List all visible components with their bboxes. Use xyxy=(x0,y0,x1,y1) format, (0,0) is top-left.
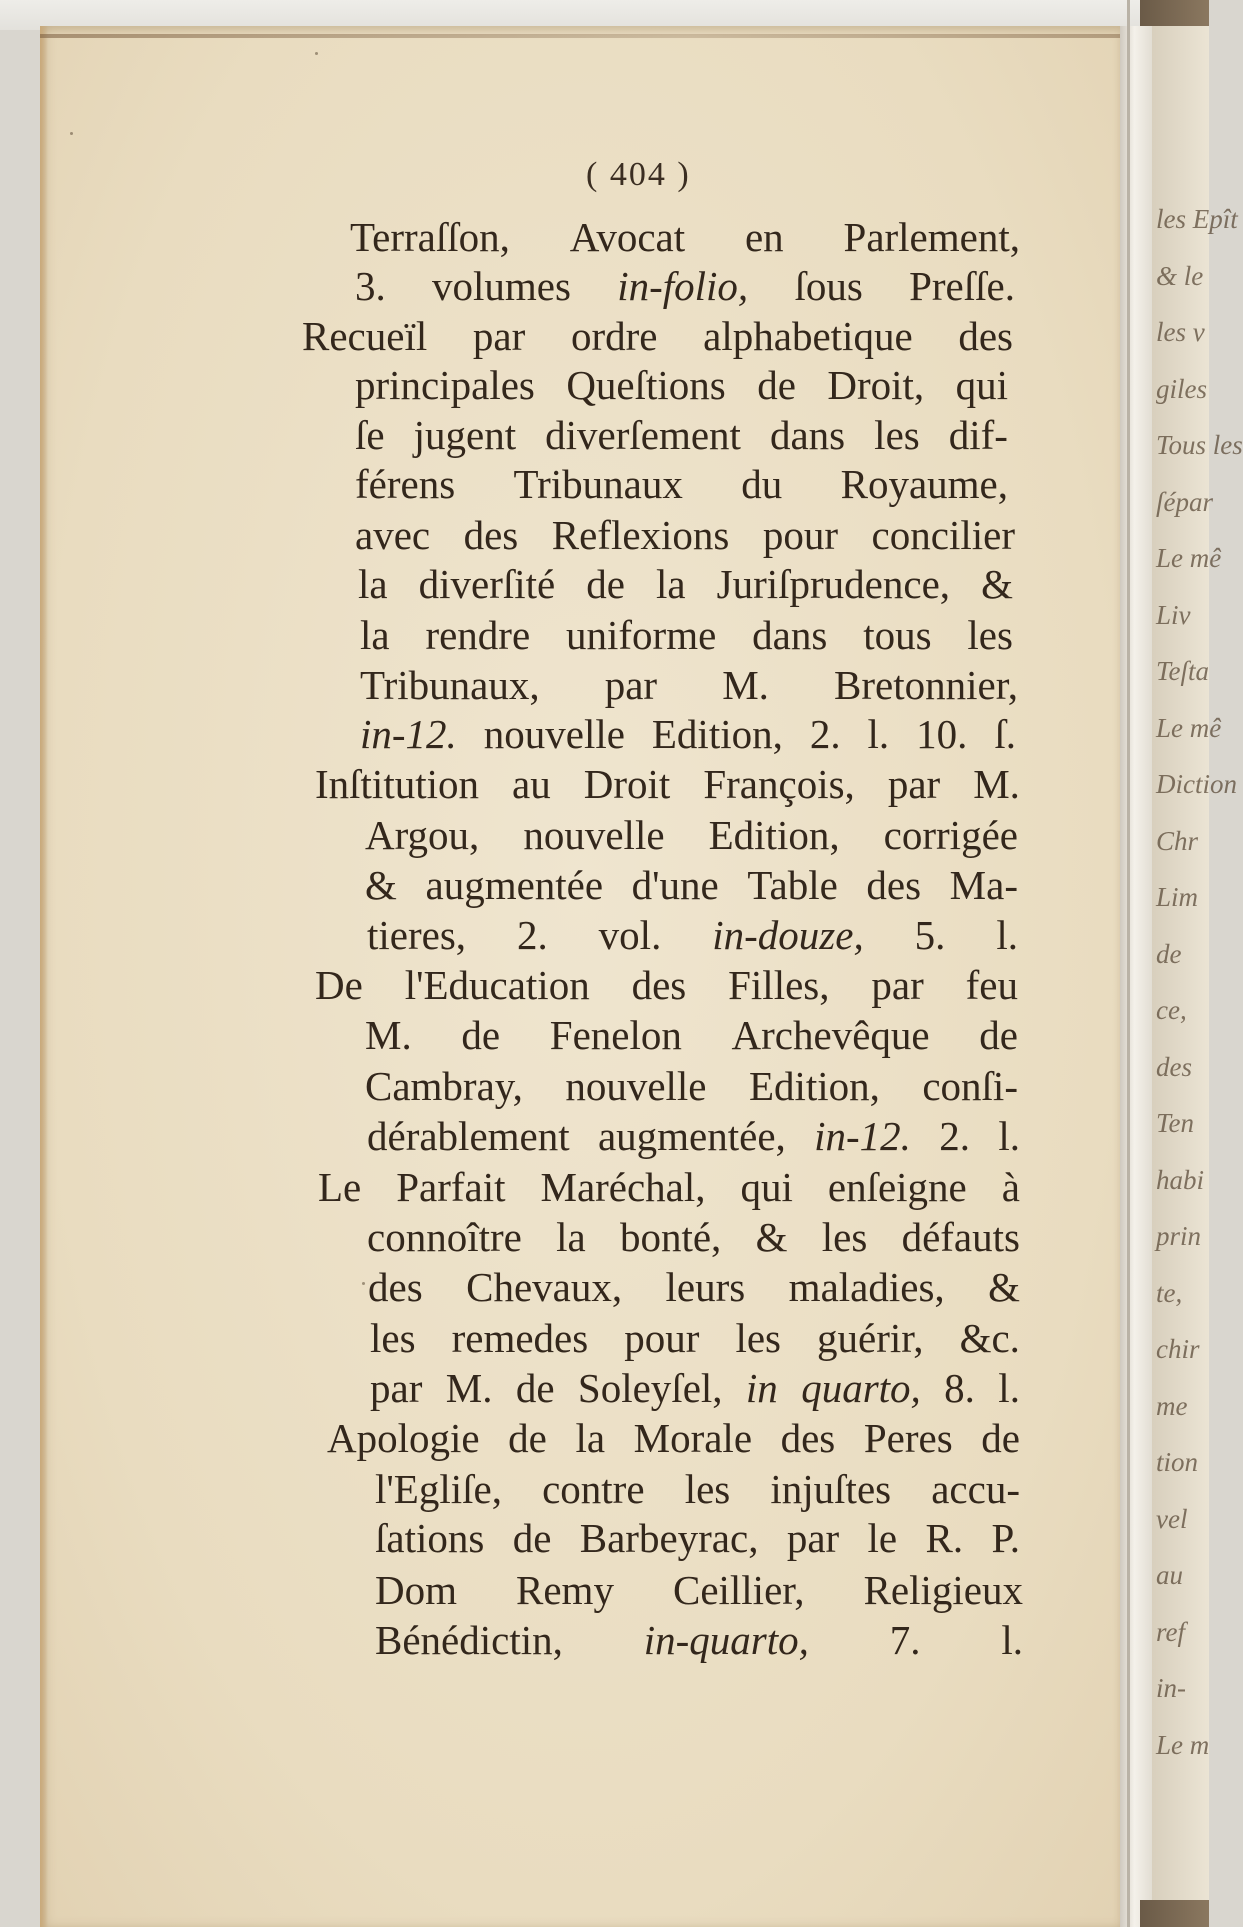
text-word: les xyxy=(874,412,920,458)
facing-page-line: au xyxy=(1156,1560,1183,1590)
text-word: la xyxy=(360,612,390,658)
text-word: l'Education xyxy=(404,962,590,1008)
text-word: Chevaux, xyxy=(466,1264,623,1310)
text-word: avec xyxy=(355,512,431,558)
text-word: Dom xyxy=(375,1567,457,1613)
text-word: volumes xyxy=(432,263,571,309)
text-word: 2. xyxy=(516,912,548,958)
text-word: Remy xyxy=(516,1567,614,1613)
text-line xyxy=(327,1413,1020,1463)
text-line xyxy=(370,1363,1020,1413)
text-word: M. xyxy=(365,1012,412,1058)
text-word: dif- xyxy=(948,412,1008,458)
text-word: in-folio, xyxy=(617,263,749,309)
facing-page-line: tion xyxy=(1156,1447,1199,1477)
text-line xyxy=(375,1464,1020,1514)
text-word: R. xyxy=(925,1515,964,1561)
text-line xyxy=(367,910,1018,960)
text-line xyxy=(375,1615,1023,1665)
text-line xyxy=(315,759,1020,809)
text-word: Soleyſel, xyxy=(577,1365,723,1411)
text-word: M. xyxy=(445,1365,493,1411)
text-line xyxy=(360,709,1016,759)
text-word: 8. xyxy=(944,1365,975,1411)
text-word: M. xyxy=(973,761,1020,807)
facing-page-line: les v xyxy=(1156,317,1205,347)
facing-page-line: des xyxy=(1156,1051,1192,1082)
text-word: in-12. xyxy=(360,711,457,757)
text-word: conſi- xyxy=(922,1063,1018,1109)
text-word: Bénédictin, xyxy=(375,1617,563,1663)
facing-page-line: ref xyxy=(1156,1616,1185,1647)
text-word: bonté, xyxy=(619,1214,722,1260)
text-word: Tribunaux xyxy=(513,461,683,507)
text-word: in-12. xyxy=(814,1113,911,1159)
book-binding-top xyxy=(1140,0,1209,26)
text-word: de xyxy=(586,561,625,607)
text-word: 10. xyxy=(916,711,968,757)
text-word: in-douze, xyxy=(712,912,864,958)
text-word: défauts xyxy=(901,1214,1020,1260)
text-word: Avocat xyxy=(569,214,686,260)
text-line xyxy=(355,510,1015,560)
text-word: Parlement, xyxy=(843,214,1020,260)
text-word: Edition, xyxy=(708,812,840,858)
text-word: ſ. xyxy=(994,711,1016,757)
text-word: férens xyxy=(355,461,456,507)
text-word: par xyxy=(604,662,658,708)
text-word: Cambray, xyxy=(365,1063,523,1109)
text-word: vol. xyxy=(598,912,662,958)
text-word: rendre xyxy=(425,612,531,658)
text-word: Peres xyxy=(863,1415,953,1461)
text-word: Bretonnier, xyxy=(834,662,1018,708)
text-word: des xyxy=(631,962,687,1008)
text-word: Juriſprudence, xyxy=(716,561,951,607)
text-word: de xyxy=(512,1515,552,1561)
text-word: Droit, xyxy=(827,362,925,408)
text-word: au xyxy=(512,761,551,807)
text-word: ſations xyxy=(375,1515,485,1561)
text-word: l. xyxy=(998,1113,1020,1159)
text-word: Filles, xyxy=(728,962,830,1008)
facing-page-line: & le xyxy=(1156,260,1204,291)
text-line xyxy=(302,311,1013,361)
text-word: concilier xyxy=(871,512,1015,558)
text-word: & xyxy=(755,1214,788,1260)
text-word: des xyxy=(463,512,519,558)
text-line xyxy=(350,212,1020,262)
text-word: enſeigne xyxy=(827,1164,967,1210)
text-word: François, xyxy=(703,761,855,807)
text-word: Queſtions xyxy=(566,362,726,408)
text-line xyxy=(375,1513,1020,1563)
text-word: dans xyxy=(752,612,828,658)
text-word: nouvelle xyxy=(565,1063,707,1109)
text-word: ordre xyxy=(570,313,658,359)
text-word: diverſité xyxy=(418,561,556,607)
text-word: de xyxy=(979,1012,1018,1058)
text-word: à xyxy=(1001,1164,1020,1210)
text-word: la xyxy=(656,561,686,607)
text-word: corrigée xyxy=(883,812,1018,858)
text-word: connoître xyxy=(367,1214,522,1260)
text-line xyxy=(368,1262,1020,1312)
text-word: Apologie xyxy=(327,1415,480,1461)
text-line xyxy=(358,559,1013,609)
text-word: la xyxy=(575,1415,606,1461)
facing-page-line: habi xyxy=(1156,1164,1205,1195)
text-word: l. xyxy=(1001,1617,1023,1663)
text-word: jugent xyxy=(413,412,517,458)
text-line xyxy=(360,660,1018,710)
text-word: & xyxy=(365,862,397,908)
text-word: pour xyxy=(624,1315,700,1361)
text-word: in-quarto, xyxy=(643,1617,809,1663)
text-word: des xyxy=(780,1415,836,1461)
text-word: Reflexions xyxy=(551,512,730,558)
facing-page xyxy=(1152,26,1243,1927)
facing-page-line: vel xyxy=(1156,1503,1188,1534)
text-word: qui xyxy=(955,362,1008,408)
paper-speck xyxy=(70,132,73,135)
facing-page-line: in- xyxy=(1156,1673,1186,1703)
text-word: in xyxy=(745,1365,778,1411)
text-line xyxy=(365,1061,1018,1111)
text-word: Ma- xyxy=(949,862,1018,908)
text-word: qui xyxy=(740,1164,793,1210)
text-word: l'Egliſe, xyxy=(375,1466,502,1512)
text-word: pour xyxy=(762,512,839,558)
facing-page-line: Ten xyxy=(1156,1108,1195,1138)
text-line xyxy=(318,1162,1020,1212)
text-word: &c. xyxy=(959,1315,1020,1361)
book-binding-bottom xyxy=(1140,1900,1209,1927)
text-word: en xyxy=(744,214,784,260)
text-line xyxy=(315,960,1018,1010)
facing-page-line: te, xyxy=(1156,1277,1183,1308)
text-word: dans xyxy=(769,412,846,458)
text-word: Edition, xyxy=(651,711,783,757)
text-word: de xyxy=(508,1415,547,1461)
text-word: la xyxy=(358,561,388,607)
text-word: de xyxy=(757,362,796,408)
text-word: alphabetique xyxy=(703,313,913,359)
text-word: des xyxy=(368,1264,423,1310)
text-word: Fenelon xyxy=(549,1012,682,1058)
text-word: tous xyxy=(863,612,932,658)
text-word: Tribunaux, xyxy=(360,662,540,708)
facing-page-line: Liv xyxy=(1156,599,1191,630)
text-line xyxy=(365,1010,1018,1060)
text-word: De xyxy=(315,962,363,1008)
text-word: 3. xyxy=(355,263,386,309)
text-line xyxy=(365,860,1018,910)
text-word: par xyxy=(370,1365,423,1411)
text-word: Argou, xyxy=(365,812,480,858)
text-word: augmentée xyxy=(425,862,604,908)
text-word: l. xyxy=(996,912,1018,958)
text-line xyxy=(355,360,1008,410)
paper-speck xyxy=(362,1282,365,1285)
text-word: dérablement xyxy=(367,1113,570,1159)
text-word: injuſtes xyxy=(770,1466,892,1512)
text-line xyxy=(365,810,1018,860)
facing-page-line: me xyxy=(1156,1390,1188,1421)
text-word: Maréchal, xyxy=(540,1164,706,1210)
text-word: contre xyxy=(542,1466,645,1512)
text-word: par xyxy=(786,1515,840,1561)
text-word: les xyxy=(684,1466,731,1512)
text-word: guérir, xyxy=(817,1315,924,1361)
text-word: Inſtitution xyxy=(315,761,479,807)
text-line xyxy=(375,1565,1023,1615)
text-word: tieres, xyxy=(367,912,467,958)
text-word: les xyxy=(735,1315,781,1361)
text-word: diverſement xyxy=(545,412,741,458)
text-word: nouvelle xyxy=(523,812,665,858)
text-word: Archevêque xyxy=(731,1012,930,1058)
text-word: & xyxy=(988,1264,1020,1310)
text-word: 7. xyxy=(889,1617,921,1663)
facing-page-line: Lim xyxy=(1156,882,1199,912)
text-line xyxy=(367,1212,1020,1262)
facing-page-line: Tous les xyxy=(1156,430,1243,460)
text-line xyxy=(355,410,1008,460)
text-word: leurs xyxy=(665,1264,746,1310)
text-word: Barbeyrac, xyxy=(579,1515,759,1561)
page-edge-stain xyxy=(40,26,48,1927)
text-word: Ceillier, xyxy=(672,1567,805,1613)
text-word: de xyxy=(461,1012,501,1058)
facing-page-line: Teſta xyxy=(1156,656,1210,686)
text-word: 2. xyxy=(809,711,841,757)
facing-page-line: Diction xyxy=(1156,769,1237,799)
page-number: ( 404 ) xyxy=(586,156,691,193)
text-word: par xyxy=(472,313,526,359)
facing-page-line: chir xyxy=(1156,1334,1200,1364)
text-word: quarto, xyxy=(801,1365,921,1411)
text-word: les xyxy=(821,1214,868,1260)
facing-page-line: ſépar xyxy=(1156,486,1213,517)
text-word: feu xyxy=(965,962,1018,1008)
text-line xyxy=(370,1313,1020,1363)
text-line xyxy=(355,459,1008,509)
text-word: de xyxy=(981,1415,1020,1461)
text-word: Morale xyxy=(633,1415,753,1461)
text-word: 5. xyxy=(914,912,946,958)
text-word: par xyxy=(871,962,924,1008)
text-word: Edition, xyxy=(748,1063,880,1109)
text-word: accu- xyxy=(931,1466,1020,1512)
text-word: des xyxy=(958,313,1013,359)
book-gutter xyxy=(1120,26,1152,1927)
text-word: l. xyxy=(867,711,890,757)
page-top-edge xyxy=(40,34,1120,38)
text-word: augmentée, xyxy=(597,1113,786,1159)
text-word: remedes xyxy=(451,1315,589,1361)
facing-page-line: Le m xyxy=(1156,1729,1210,1760)
text-word: & xyxy=(981,561,1013,607)
text-word: du xyxy=(741,461,783,507)
facing-page-line: prin xyxy=(1156,1221,1202,1251)
text-word: de xyxy=(515,1365,555,1411)
text-line xyxy=(360,610,1013,660)
text-word: maladies, xyxy=(788,1264,945,1310)
text-word: nouvelle xyxy=(483,711,625,757)
text-word: principales xyxy=(355,362,535,408)
text-word: Religieux xyxy=(863,1567,1023,1613)
facing-page-text xyxy=(1156,191,1243,1773)
facing-page-line: Le mê xyxy=(1156,543,1222,573)
text-word: Table xyxy=(747,862,838,908)
text-word: par xyxy=(887,761,941,807)
text-word: les xyxy=(370,1315,416,1361)
text-word: Preſſe. xyxy=(909,263,1015,309)
text-word: uniforme xyxy=(566,612,717,658)
text-word: 2. xyxy=(939,1113,970,1159)
text-word: l. xyxy=(998,1365,1020,1411)
facing-page-line: giles xyxy=(1156,373,1207,404)
text-word: Terraſſon, xyxy=(350,214,510,260)
text-word: P. xyxy=(991,1515,1020,1561)
text-word: Le xyxy=(318,1164,362,1210)
text-word: des xyxy=(866,862,922,908)
text-word: les xyxy=(967,612,1013,658)
facing-page-line: Chr xyxy=(1156,825,1199,856)
text-word: M. xyxy=(722,662,769,708)
text-word: Parfait xyxy=(396,1164,506,1210)
text-word: Droit xyxy=(583,761,671,807)
text-word: ſous xyxy=(794,263,863,309)
gutter-crease xyxy=(1127,0,1130,1927)
facing-page-line: Le mê xyxy=(1156,712,1222,743)
text-word: d'une xyxy=(631,862,719,908)
text-word: Recueïl xyxy=(302,313,428,359)
text-word: ſe xyxy=(355,412,385,458)
text-line xyxy=(355,261,1015,311)
text-word: le xyxy=(867,1515,898,1561)
facing-page-line: de xyxy=(1156,938,1182,969)
text-word: Royaume, xyxy=(840,461,1008,507)
paper-speck xyxy=(315,52,318,55)
text-word: la xyxy=(556,1214,586,1260)
facing-page-line: les Epît xyxy=(1156,204,1238,234)
text-line xyxy=(367,1111,1020,1161)
facing-page-line: ce, xyxy=(1156,995,1187,1025)
